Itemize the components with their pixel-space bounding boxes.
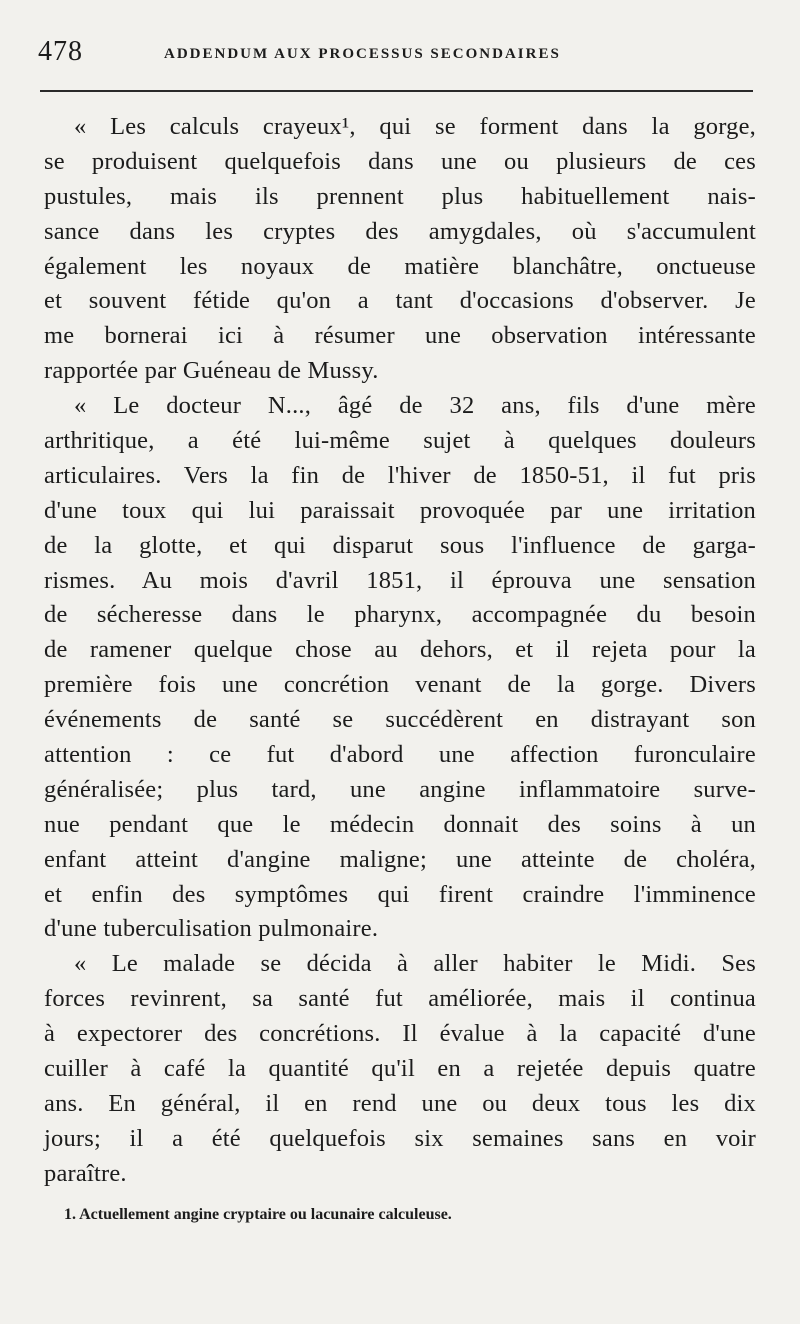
page-header: [38, 36, 754, 72]
text-line: nue pendant que le médecin donnait des soins à un: [44, 810, 756, 838]
body-text: [44, 110, 756, 1192]
paragraph-2: [44, 389, 756, 947]
text-line: rapportée par Guéneau de Mussy.: [44, 357, 379, 385]
text-line: première fois une concrétion venant de la gorge. Divers: [44, 671, 756, 699]
text-line: articulaires. Vers la fin de l'hiver de 1850-51, il fut pris: [44, 461, 756, 489]
running-title: ADDENDUM AUX PROCESSUS SECONDAIRES: [164, 46, 561, 62]
text-line: paraître.: [44, 1159, 127, 1187]
text-line: et souvent fétide qu'on a tant d'occasions d'observer. Je: [44, 287, 756, 315]
text-line: me bornerai ici à résumer une observation intéressante: [44, 322, 756, 350]
text-line: « Les calculs crayeux¹, qui se forment dans la gorge,: [74, 113, 756, 140]
text-line: de la glotte, et qui disparut sous l'influence de garga-: [44, 531, 756, 559]
text-line: de sécheresse dans le pharynx, accompagnée du besoin: [44, 601, 756, 629]
page-number: 478: [38, 36, 83, 67]
text-line: à expectorer des concrétions. Il évalue à la capacité d'une: [44, 1020, 756, 1048]
text-line: forces revinrent, sa santé fut améliorée, mais il continua: [44, 985, 756, 1013]
text-line: pustules, mais ils prennent plus habituellement nais-: [44, 182, 756, 210]
text-line: sance dans les cryptes des amygdales, où s'accumulent: [44, 217, 756, 245]
text-line: événements de santé se succédèrent en distrayant son: [44, 706, 756, 734]
footnote: 1. Actuellement angine cryptaire ou lacunaire calculeuse.: [64, 1206, 452, 1223]
paragraph-3: [44, 947, 756, 1191]
text-line: rismes. Au mois d'avril 1851, il éprouva une sensation: [44, 566, 756, 594]
text-line: arthritique, a été lui-même sujet à quelques douleurs: [44, 427, 756, 455]
header-rule: [40, 90, 753, 92]
text-line: cuiller à café la quantité qu'il en a rejetée depuis quatre: [44, 1055, 756, 1083]
text-line: et enfin des symptômes qui firent craindre l'imminence: [44, 880, 756, 908]
text-line: ans. En général, il en rend une ou deux tous les dix: [44, 1089, 756, 1117]
text-line: généralisée; plus tard, une angine inflammatoire surve-: [44, 775, 756, 803]
text-line: « Le docteur N..., âgé de 32 ans, fils d'une mère: [74, 392, 756, 420]
text-line: attention : ce fut d'abord une affection furonculaire: [44, 741, 756, 769]
text-line: également les noyaux de matière blanchâtre, onctueuse: [44, 252, 756, 280]
text-line: d'une tuberculisation pulmonaire.: [44, 915, 379, 943]
text-line: jours; il a été quelquefois six semaines sans en voir: [44, 1124, 756, 1152]
paragraph-1: [44, 110, 756, 389]
text-line: se produisent quelquefois dans une ou plusieurs de ces: [44, 147, 756, 175]
text-line: enfant atteint d'angine maligne; une atteinte de choléra,: [44, 845, 756, 873]
text-line: de ramener quelque chose au dehors, et il rejeta pour la: [44, 636, 756, 664]
text-line: d'une toux qui lui paraissait provoquée par une irritation: [44, 496, 756, 524]
text-line: « Le malade se décida à aller habiter le Midi. Ses: [74, 950, 756, 978]
